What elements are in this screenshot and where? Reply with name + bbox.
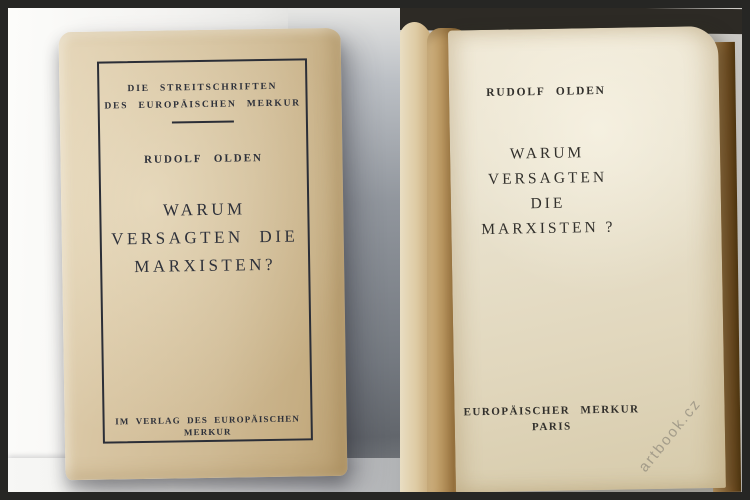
book-front-cover <box>58 28 347 480</box>
watermark: artbook.cz <box>635 395 705 476</box>
series-title <box>99 78 306 124</box>
publisher-line-2: PARIS <box>531 420 572 434</box>
cover-author: RUDOLF OLDEN <box>143 152 264 166</box>
cover-border-rule <box>97 58 313 443</box>
series-underline <box>172 120 234 123</box>
title-page-title <box>457 139 639 242</box>
cover-title-line-3: MARXISTEN? <box>134 254 277 277</box>
title-page-title-line-1: WARUM <box>509 144 585 163</box>
cover-title-line-1: WARUM <box>162 199 246 220</box>
title-page <box>448 26 726 492</box>
title-page-title-line-2: VERSAGTEN <box>487 168 608 188</box>
right-photo-title-page-shot <box>400 8 742 492</box>
cover-title-line-2: VERSAGTEN DIE <box>111 226 299 249</box>
title-page-title-line-4: MARXISTEN ? <box>481 218 616 239</box>
title-page-title-line-3: DIE <box>530 194 566 213</box>
title-page-publisher <box>461 401 642 436</box>
title-page-author: RUDOLF OLDEN <box>486 84 606 99</box>
series-line-2: DES EUROPÄISCHEN MERKUR <box>104 98 301 112</box>
cover-title <box>101 194 308 281</box>
series-line-1: DIE STREITSCHRIFTEN <box>127 81 278 95</box>
publisher-line-1: EUROPÄISCHER MERKUR <box>463 403 640 419</box>
cover-imprint: IM VERLAG DES EUROPÄISCHEN MERKUR <box>115 413 301 438</box>
left-photo-cover-shot <box>8 8 400 492</box>
